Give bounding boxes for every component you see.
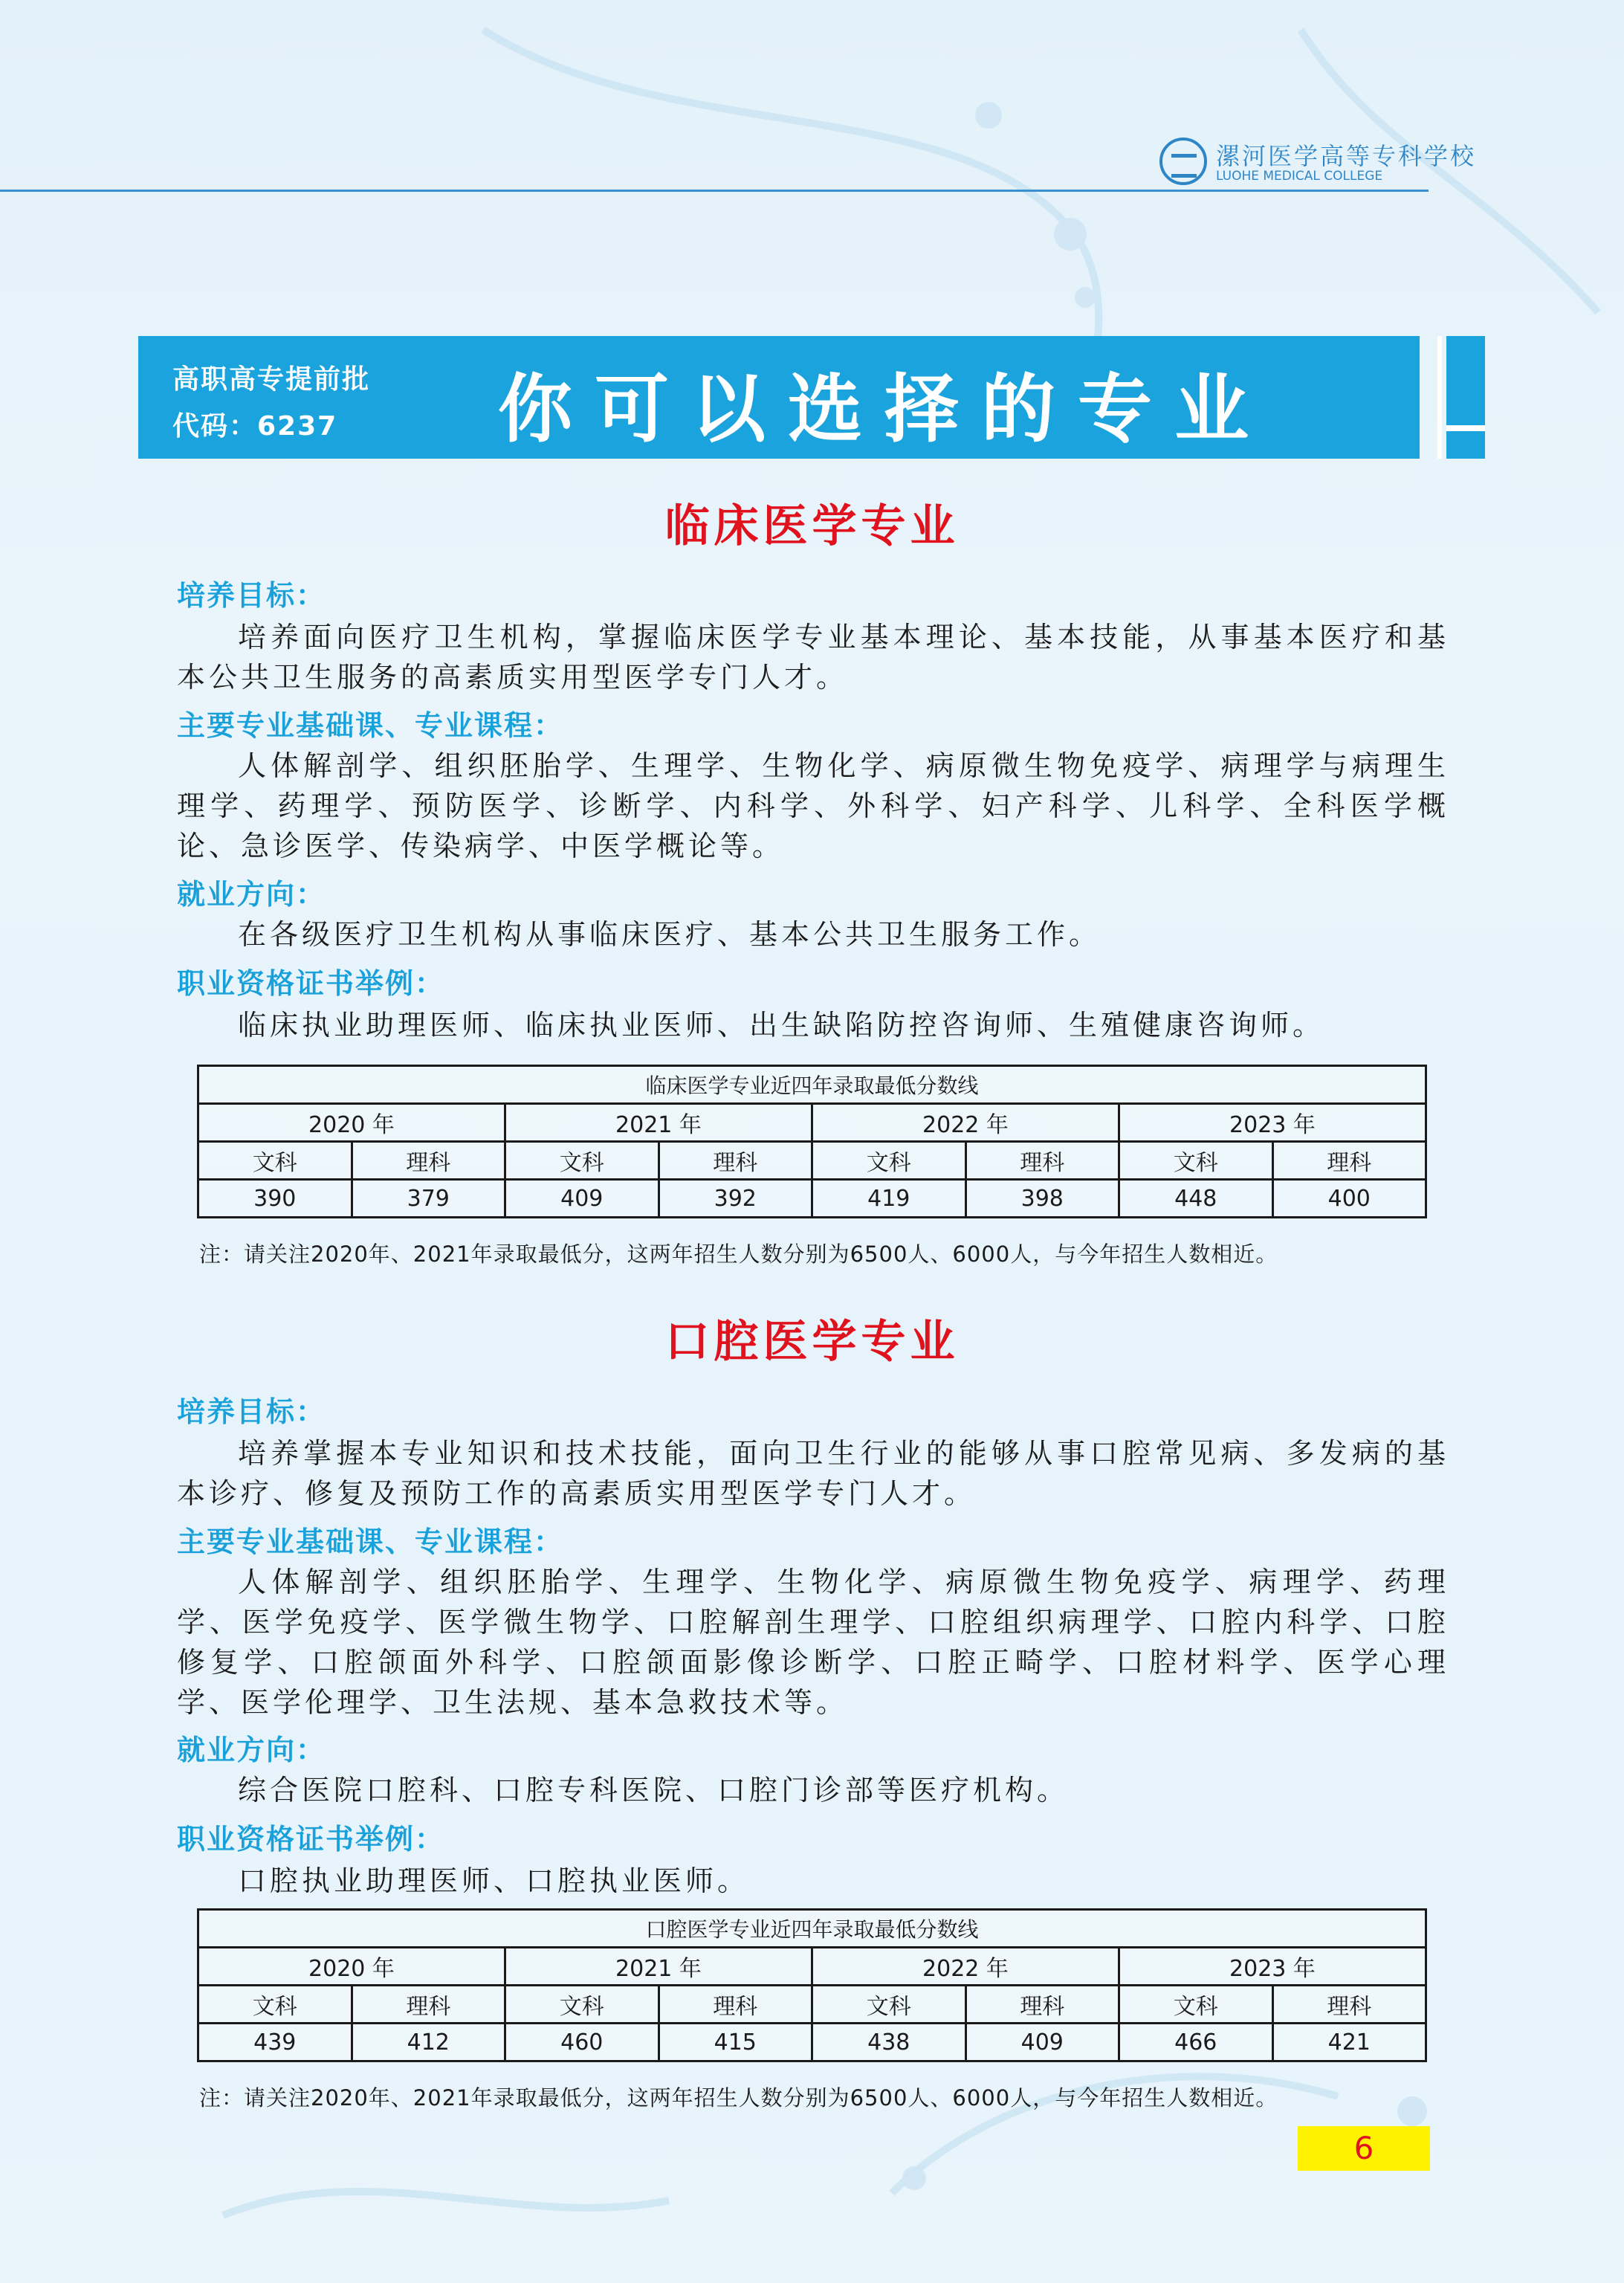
score-cell: 409	[505, 1180, 659, 1218]
table-note: 注：请关注2020年、2021年录取最低分，这两年招生人数分别为6500人、6000人，与今年招生人数相近。	[199, 2085, 1278, 2111]
subject-cell: 文科	[812, 1142, 966, 1180]
subject-cell: 理科	[352, 1986, 505, 2024]
score-cell: 390	[198, 1180, 352, 1218]
score-cell: 421	[1272, 2024, 1426, 2061]
subject-cell: 文科	[1119, 1142, 1273, 1180]
table-note: 注：请关注2020年、2021年录取最低分，这两年招生人数分别为6500人、6000人，与今年招生人数相近。	[199, 1241, 1278, 1267]
score-cell: 409	[965, 2024, 1119, 2061]
score-cell: 412	[352, 2024, 505, 2061]
subject-cell: 理科	[1272, 1986, 1426, 2024]
banner-gap	[1437, 336, 1442, 459]
subject-cell: 理科	[1272, 1142, 1426, 1180]
year-header: 2020 年	[198, 1104, 505, 1142]
heading-courses: 主要专业基础课、专业课程：	[177, 709, 564, 742]
year-header: 2022 年	[812, 1104, 1119, 1142]
year-header: 2020 年	[198, 1948, 505, 1986]
college-emblem-icon	[1159, 138, 1207, 185]
score-table-stomatology	[197, 1908, 1427, 2062]
goal-text: 培养面向医疗卫生机构，掌握临床医学专业基本理论、基本技能，从事基本医疗和基本公共卫生服务的高素质实用型医学专门人才。	[177, 621, 1449, 694]
subject-cell: 理科	[965, 1986, 1119, 2024]
score-cell: 438	[812, 2024, 966, 2061]
table-caption: 临床医学专业近四年录取最低分数线	[198, 1066, 1426, 1104]
major-title-stomatology: 口腔医学专业	[664, 1316, 960, 1368]
courses-text: 人体解剖学、组织胚胎学、生理学、生物化学、病原微生物免疫学、病理学与病理生理学、药理学、预防医学、诊断学、内科学、外科学、妇产科学、儿科学、全科医学概论、急诊医学、传染病学、中医学概论等。	[177, 749, 1449, 862]
subject-cell: 理科	[659, 1986, 812, 2024]
subject-cell: 文科	[198, 1142, 352, 1180]
heading-cert: 职业资格证书举例：	[177, 1823, 445, 1856]
header-divider	[0, 190, 1429, 192]
score-cell: 439	[198, 2024, 352, 2061]
heading-cert: 职业资格证书举例：	[177, 967, 445, 1000]
score-cell: 398	[965, 1180, 1119, 1218]
subject-cell: 理科	[659, 1142, 812, 1180]
goal-text: 培养掌握本专业知识和技术技能，面向卫生行业的能够从事口腔常见病、多发病的基本诊疗、修复及预防工作的高素质实用型医学专门人才。	[177, 1437, 1449, 1510]
cert-text: 临床执业助理医师、临床执业医师、出生缺陷防控咨询师、生殖健康咨询师。	[238, 1009, 1325, 1042]
table-caption: 口腔医学专业近四年录取最低分数线	[198, 1910, 1426, 1948]
admission-code: 代码：6237	[172, 411, 338, 442]
year-header: 2022 年	[812, 1948, 1119, 1986]
year-header: 2021 年	[505, 1948, 812, 1986]
banner-title: 你可以选择的专业	[498, 366, 1271, 453]
heading-goal: 培养目标：	[177, 1395, 326, 1428]
heading-jobs: 就业方向：	[177, 1734, 326, 1766]
courses-text: 人体解剖学、组织胚胎学、生理学、生物化学、病原微生物免疫学、病理学、药理学、医学免疫学、医学微生物学、口腔解剖生理学、口腔组织病理学、口腔内科学、口腔修复学、口腔颌面外科学、口腔颌面影像诊断学、口腔正畸学、口腔材料学、医学心理学、医学伦理学、卫生法规、基本急救技术等。	[177, 1566, 1449, 1719]
heading-jobs: 就业方向：	[177, 878, 326, 911]
subject-cell: 文科	[505, 1986, 659, 2024]
heading-goal: 培养目标：	[177, 579, 326, 612]
admission-batch: 高职高专提前批	[172, 364, 371, 395]
heading-courses: 主要专业基础课、专业课程：	[177, 1525, 564, 1558]
score-cell: 460	[505, 2024, 659, 2061]
score-table-clinical	[197, 1065, 1427, 1218]
subject-cell: 文科	[812, 1986, 966, 2024]
score-cell: 448	[1119, 1180, 1273, 1218]
subject-cell: 文科	[1119, 1986, 1273, 2024]
major-title-clinical: 临床医学专业	[664, 500, 960, 552]
logo-english-name: LUOHE MEDICAL COLLEGE	[1216, 169, 1383, 184]
subject-cell: 文科	[505, 1142, 659, 1180]
score-cell: 379	[352, 1180, 505, 1218]
subject-cell: 理科	[352, 1142, 505, 1180]
score-cell: 400	[1272, 1180, 1426, 1218]
banner-side-notch	[1446, 425, 1485, 431]
jobs-text: 在各级医疗卫生机构从事临床医疗、基本公共卫生服务工作。	[238, 918, 1101, 951]
subject-cell: 理科	[965, 1142, 1119, 1180]
year-header: 2023 年	[1119, 1948, 1426, 1986]
cert-text: 口腔执业助理医师、口腔执业医师。	[238, 1864, 750, 1897]
college-logo	[1159, 138, 1477, 190]
score-cell: 392	[659, 1180, 812, 1218]
score-cell: 466	[1119, 2024, 1273, 2061]
page-number: 6	[1298, 2126, 1430, 2171]
year-header: 2021 年	[505, 1104, 812, 1142]
year-header: 2023 年	[1119, 1104, 1426, 1142]
logo-chinese-name: 漯河医学高等专科学校	[1216, 142, 1477, 170]
score-cell: 415	[659, 2024, 812, 2061]
score-cell: 419	[812, 1180, 966, 1218]
jobs-text: 综合医院口腔科、口腔专科医院、口腔门诊部等医疗机构。	[238, 1774, 1070, 1806]
banner-side-block	[1446, 336, 1485, 459]
subject-cell: 文科	[198, 1986, 352, 2024]
